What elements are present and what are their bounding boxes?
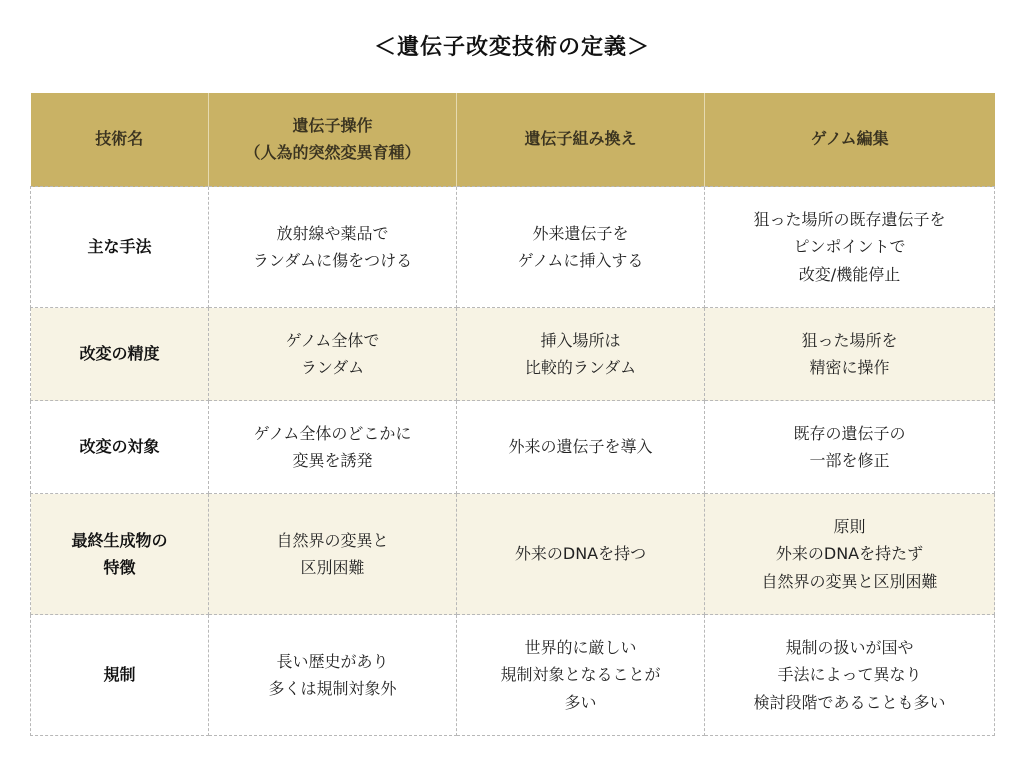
row-label: 改変の精度 [31, 308, 209, 401]
header-row [31, 93, 995, 187]
table-cell: 自然界の変異と 区別困難 [209, 494, 457, 615]
table-cell: 放射線や薬品で ランダムに傷をつける [209, 187, 457, 308]
table-cell: 長い歴史があり 多くは規制対象外 [209, 615, 457, 736]
header-technique-name: 技術名 [31, 93, 209, 187]
table-cell: 原則 外来のDNAを持たず 自然界の変異と区別困難 [705, 494, 995, 615]
table-cell: 外来のDNAを持つ [457, 494, 705, 615]
row-label: 主な手法 [31, 187, 209, 308]
table-cell: 狙った場所を 精密に操作 [705, 308, 995, 401]
table-cell: 世界的に厳しい 規制対象となることが 多い [457, 615, 705, 736]
definition-table [30, 93, 995, 736]
table-row [31, 308, 995, 401]
row-label: 改変の対象 [31, 401, 209, 494]
table-cell: 既存の遺伝子の 一部を修正 [705, 401, 995, 494]
table-cell: 挿入場所は 比較的ランダム [457, 308, 705, 401]
table-cell: 規制の扱いが国や 手法によって異なり 検討段階であることも多い [705, 615, 995, 736]
table-cell: 狙った場所の既存遺伝子を ピンポイントで 改変/機能停止 [705, 187, 995, 308]
page-title: ＜遺伝子改変技術の定義＞ [373, 35, 650, 60]
table-cell: ゲノム全体のどこかに 変異を誘発 [209, 401, 457, 494]
header-genetic-recombination: 遺伝子組み換え [457, 93, 705, 187]
row-label: 規制 [31, 615, 209, 736]
table-cell: ゲノム全体で ランダム [209, 308, 457, 401]
table-cell: 外来遺伝子を ゲノムに挿入する [457, 187, 705, 308]
table-row [31, 615, 995, 736]
table-row [31, 494, 995, 615]
table-row [31, 187, 995, 308]
table-cell: 外来の遺伝子を導入 [457, 401, 705, 494]
header-genome-editing: ゲノム編集 [705, 93, 995, 187]
row-label: 最終生成物の 特徴 [31, 494, 209, 615]
table-row [31, 401, 995, 494]
header-mutation-breeding: 遺伝子操作 （人為的突然変異育種） [209, 93, 457, 187]
